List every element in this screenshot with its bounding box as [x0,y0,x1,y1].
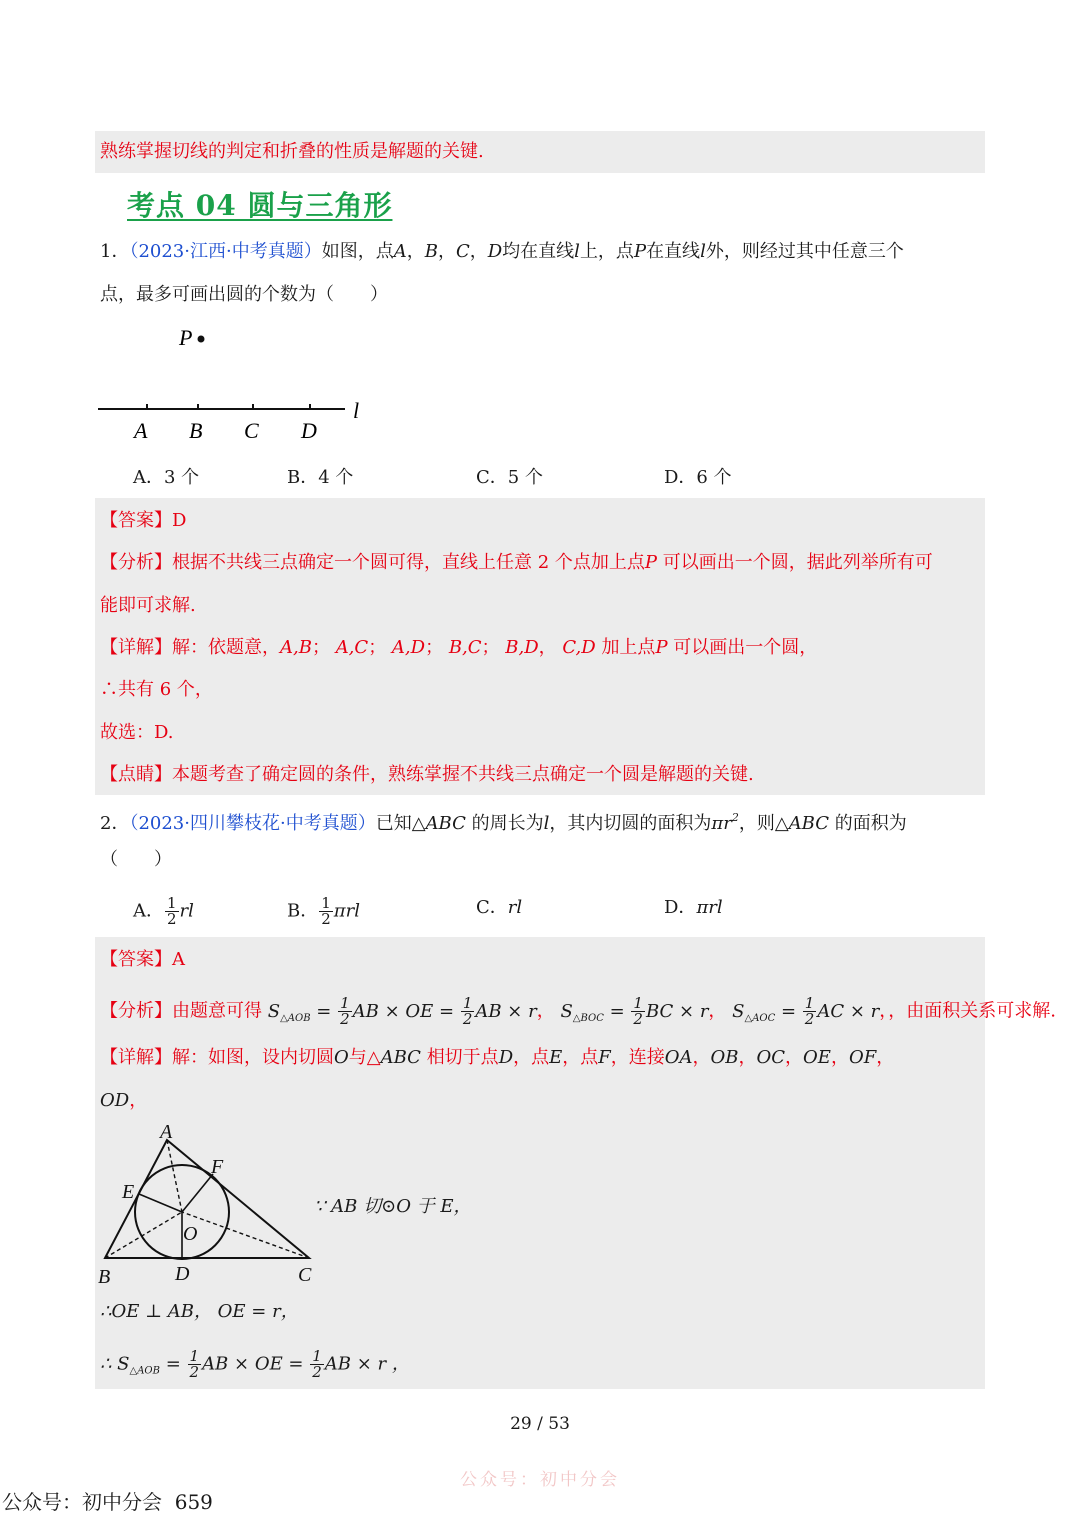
q1-source: （2023·江西·中考真题） [129,241,322,262]
q2-option-label: A． [133,900,164,922]
half-fraction: $\frac{1}{2}$ [167,894,177,928]
q2-option-a[interactable] [133,896,194,927]
segment-oc [182,1212,309,1258]
q2-option-label: B． [287,900,319,922]
q2-number: 2． [100,813,130,834]
q1-comment: 【点睛】本题考查了确定圆的条件，熟练掌握不共线三点确定一个圆是解题的关键. [100,764,754,785]
q1-pair: A,C [335,637,369,658]
q2-detail-text: 相切于点 [426,1047,499,1068]
fig2-label-d: D [175,1263,190,1285]
section-title: 考点 04 圆与三角形 [127,189,393,222]
q2-analysis: 【分析】由题意可得 $S_{\triangle AOB}$ = $\frac{1}{2}$ AB × OE = $\frac{1}{2}$ AB × r， $S_{\triangle BOC}$ = $\frac{1}{2}$ BC × r， $S_{\triangle AOC}$ = $\frac{1}{2}$ AC × r，，由面积关系可求解. [100,994,1056,1028]
q1-option-b[interactable]: B．4 个 [287,467,354,488]
q2-triangle: ABC [788,813,830,834]
q1-answer: 【答案】D [100,510,187,531]
watermark: 公众号：初中分会 [460,1470,620,1490]
fig2-label-f: F [211,1156,224,1178]
q2-perimeter: l [543,813,550,834]
segment: OD [100,1090,130,1111]
fig1-label-l: l [353,398,360,423]
q2-detail-2: OD， [100,1090,148,1111]
q1-pair: A,D [391,637,426,658]
q2-option-value: rl [179,900,194,922]
area-aoc-formula: $S_{\triangle AOC}$ = $\frac{1}{2}$ AC × r [732,994,880,1028]
q2-detail-text: 【详解】解：如图，设内切圆 [100,1047,334,1068]
q1-line2: 点，最多可画出圆的个数为（ ） [100,284,388,305]
half-fraction: $\frac{1}{2}$ [321,894,331,928]
q1-detail-1: 【详解】解：依题意，A,B； A,C； A,D； B,C； B,D， C,D 加上点P 可以画出一个圆， [100,637,818,658]
q2-option-value: πrl [696,897,723,918]
q2-detail-text: ，连接 [610,1047,665,1068]
q1-line1: 1．（2023·江西·中考真题）如图，点A，B，C，D均在直线l上，点P在直线l外，则经过其中任意三个 [100,241,904,262]
q2-detail-text: ，点 [562,1047,599,1068]
q1-point-p: P [644,552,658,573]
q2-detail-text: ，点 [513,1047,550,1068]
q2-perp: ∴OE ⊥ AB， OE = r， [100,1301,299,1322]
point-f: F [598,1047,611,1068]
q1-line-l: l [574,241,580,262]
q2-option-label: D． [664,897,697,918]
segment: OE [803,1047,831,1068]
q2-option-c[interactable] [476,896,522,920]
fig1-point-p [198,336,205,343]
q1-analysis-text: 【分析】根据不共线三点确定一个圆可得，直线上任意 2 个点加上点 [100,552,645,573]
fig2-label-e: E [122,1181,135,1203]
q1-pair: C,D [562,637,596,658]
segment: OA [664,1047,693,1068]
intro-note: 熟练掌握切线的判定和折叠的性质是解题的关键. [100,141,484,162]
q2-figure [95,1118,325,1290]
q2-paren: （ ） [100,849,172,870]
because-text: ∵ AB 切⊙O 于 E， [314,1196,472,1217]
area-aob-formula: $S_{\triangle AOB}$ = $\frac{1}{2}$ AB × OE = $\frac{1}{2}$ AB × r [267,994,537,1028]
fig1-label-c: C [244,418,259,443]
circle-o: O [334,1047,349,1068]
segment-oe [139,1194,182,1212]
segment-of [182,1174,213,1212]
q2-detail-1: 【详解】解：如图，设内切圆O与△ABC 相切于点D，点E，点F，连接OA，OB，OC，OE，OF， [100,1047,895,1068]
q2-text: ，其内切圆的面积为 [549,813,712,834]
q1-number: 1． [100,241,130,262]
q1-point-p: P [633,241,647,262]
q2-option-value: rl [507,897,523,918]
q1-point-d: D [487,241,503,262]
q1-detail-3: 故选：D. [100,722,174,743]
q1-detail-2: ∴共有 6 个， [100,679,213,700]
q1-line-l: l [700,241,706,262]
q1-text: 均在直线 [502,241,575,262]
q1-detail-text: 【详解】解：依题意， [100,637,280,658]
segment: OC [756,1047,786,1068]
q1-detail-text: 加上点 [601,637,656,658]
q1-text: 外，则经过其中任意三个 [705,241,904,262]
fig1-label-p: P [179,325,193,350]
q2-triangle: ABC [380,1047,421,1068]
point-e: E [549,1047,563,1068]
q1-point-p: P [655,637,668,658]
fig2-label-a: A [160,1121,173,1143]
q1-detail-text: 可以画出一个圆， [673,637,818,658]
q2-text: 的面积为 [834,813,907,834]
q1-option-a[interactable]: A．3 个 [133,467,200,488]
q1-analysis-text: 可以画出一个圆，据此列举所有可 [662,552,933,573]
fig2-label-b: B [98,1266,111,1288]
q2-because [314,1195,472,1219]
page-number: 29 / 53 [510,1414,570,1434]
q2-detail-text: 与△ [348,1047,381,1068]
q1-pair: B,C [448,637,482,658]
q2-triangle: ABC [425,813,466,834]
q2-text: 的周长为 [471,813,544,834]
fig2-label-c: C [298,1264,312,1286]
q1-text: 上，点 [579,241,634,262]
q2-source: （2023·四川攀枝花·中考真题） [129,813,376,834]
q2-option-b[interactable] [287,896,360,927]
q1-pair: A,B [280,637,312,658]
q2-text: 已知△ [375,813,426,834]
q2-answer: 【答案】A [100,949,185,970]
q1-option-c[interactable]: C．5 个 [476,467,543,488]
q1-option-d[interactable]: D．6 个 [664,467,732,488]
q1-point-b: B [424,241,438,262]
q1-figure [95,320,375,450]
q1-pair: B,D [505,637,539,658]
q2-area-formula: $\pi r^2$ [711,811,739,834]
q2-option-d[interactable] [664,896,723,920]
q2-analysis-text: 【分析】由题意可得 [100,1000,262,1022]
q2-option-value: πrl [333,900,360,922]
q1-text: 在直线 [646,241,701,262]
footer-account: 公众号：初中分会 659 [2,1490,213,1514]
q2-line1 [100,806,907,836]
q1-analysis-2: 能即可求解. [100,595,196,616]
fig1-label-b: B [189,418,203,443]
q1-point-c: C [455,241,470,262]
q2-option-label: C． [476,897,508,918]
point-d: D [498,1047,514,1068]
q2-text: ，则△ [738,813,789,834]
q2-analysis-text: ，由面积关系可求解. [888,1000,1056,1022]
fig2-label-o: O [183,1223,198,1245]
q1-text: 如图，点 [321,241,394,262]
segment: OF [848,1047,877,1068]
q2-area-line: ∴ $S_{\triangle AOB}$ = $\frac{1}{2}$ AB × OE = $\frac{1}{2}$ AB × r ， [100,1347,410,1381]
q1-point-a: A [393,241,407,262]
fig1-label-a: A [134,418,148,443]
q1-analysis-1 [100,551,933,575]
segment: OB [710,1047,739,1068]
area-boc-formula: $S_{\triangle BOC}$ = $\frac{1}{2}$ BC × r [560,994,709,1028]
fig1-label-d: D [301,418,317,443]
